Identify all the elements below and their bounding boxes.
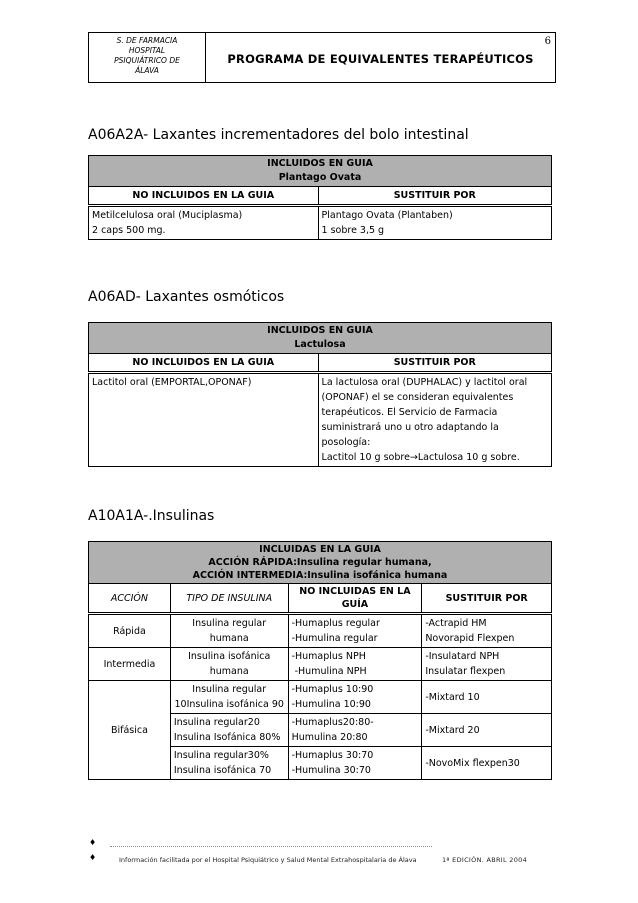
substitute-cell: [318, 373, 551, 467]
cell-line: -Humaplus 10:90: [291, 684, 374, 695]
column-header-not-included: NO INCLUIDAS EN LA GUÍA: [288, 584, 422, 614]
cell-line: -Humaplus 30:70: [291, 750, 374, 761]
equivalents-table-laxantes-osmoticos: [88, 322, 552, 467]
cell-line: Humulina 20:80: [291, 732, 368, 743]
section-title: A06A2A- Laxantes incrementadores del bolo intestinal: [88, 127, 469, 143]
cell-line: Metilcelulosa oral (Muciplasma): [92, 210, 243, 221]
included-intermediate: ACCIÓN INTERMEDIA:Insulina isofánica humana: [192, 570, 448, 581]
included-header: [89, 156, 552, 187]
cell-line: Insulina Isofánica 80%: [173, 732, 281, 743]
cell-line: terapéuticos. El Servicio de Farmacia: [321, 407, 498, 418]
column-header-not-included: NO INCLUIDOS EN LA GUIA: [89, 187, 319, 206]
cell-line: -Actrapid HM: [425, 618, 487, 629]
included-drug: Plantago Ovata: [278, 172, 362, 183]
bullet-icon: ♦: [89, 838, 97, 847]
type-cell: [170, 681, 288, 714]
equivalents-table-laxantes-bolo: [88, 155, 552, 240]
footer-divider: [110, 846, 432, 847]
cell-line: -Humulina 30:70: [291, 765, 371, 776]
cell-line: Insulina regular20: [173, 717, 260, 728]
cell-line: (OPONAF) el se consideran equivalentes: [321, 392, 514, 403]
included-label: INCLUIDAS EN LA GUIA: [259, 544, 381, 555]
cell-line: -Insulatard NPH: [425, 651, 500, 662]
not-included-cell: [288, 648, 422, 681]
not-included-cell: [288, 714, 422, 747]
not-included-cell: [89, 206, 319, 240]
column-header-substitute: SUSTITUIR POR: [318, 187, 551, 206]
not-included-cell: [288, 747, 422, 780]
action-cell: Intermedia: [89, 648, 171, 681]
cell-line: -Humulina regular: [291, 633, 378, 644]
not-included-cell: [288, 681, 422, 714]
cell-line: -Humaplus regular: [291, 618, 380, 629]
cell-line: 1 sobre 3,5 g: [321, 225, 385, 236]
page-number: 6: [544, 36, 551, 47]
document-title: PROGRAMA DE EQUIVALENTES TERAPÉUTICOS: [227, 52, 534, 66]
table-row: [89, 614, 552, 648]
cell-line: -Humulina 10:90: [291, 699, 371, 710]
org-line: ÁLAVA: [135, 66, 159, 75]
included-drug: Lactulosa: [294, 339, 346, 350]
cell-line: -Humulina NPH: [291, 666, 367, 677]
type-cell: [170, 648, 288, 681]
included-header: [89, 323, 552, 354]
included-label: INCLUIDOS EN GUIA: [267, 325, 373, 336]
footer-edition: 1ª EDICIÓN. ABRIL 2004: [442, 856, 528, 864]
substitute-cell: [422, 648, 552, 681]
section-title: A06AD- Laxantes osmóticos: [88, 289, 285, 305]
cell-line: humana: [209, 666, 249, 677]
cell-line: La lactulosa oral (DUPHALAC) y lactitol oral: [321, 377, 528, 388]
cell-line: Novorapid Flexpen: [425, 633, 515, 644]
organization-block: [89, 33, 206, 82]
column-header-substitute: SUSTITUIR POR: [318, 354, 551, 373]
cell-line: Insulina regular30%: [173, 750, 269, 761]
not-included-cell: [288, 614, 422, 648]
cell-line: Insulina regular: [192, 684, 267, 695]
cell-line: Insulatar flexpen: [425, 666, 506, 677]
not-included-cell: Lactitol oral (EMPORTAL,OPONAF): [89, 373, 319, 467]
cell-line: suministrará uno u otro adaptando la: [321, 422, 499, 433]
cell-line: Plantago Ovata (Plantaben): [321, 210, 453, 221]
org-line: PSIQUIÁTRICO DE: [114, 56, 180, 65]
included-header: [89, 542, 552, 584]
org-line: S. DE FARMACIA: [116, 36, 178, 45]
table-row: [89, 648, 552, 681]
substitute-cell: [318, 206, 551, 240]
table-row: [89, 373, 552, 467]
cell-line: 2 caps 500 mg.: [92, 225, 166, 236]
column-header-substitute: SUSTITUIR POR: [422, 584, 552, 614]
type-cell: Insulina regular humana: [170, 614, 288, 648]
equivalents-table-insulinas: [88, 541, 552, 780]
column-header-not-included: NO INCLUIDOS EN LA GUIA: [89, 354, 319, 373]
substitute-cell: -Mixtard 10: [422, 681, 552, 714]
table-row: [89, 206, 552, 240]
type-cell: [170, 714, 288, 747]
table-row: [89, 681, 552, 714]
org-line: HOSPITAL: [128, 46, 166, 55]
included-rapid: ACCIÓN RÁPIDA:Insulina regular humana,: [208, 557, 432, 568]
section-title: A10A1A-.Insulinas: [88, 508, 215, 524]
footer-source: Información facilitada por el Hospital Psiquiátrico y Salud Mental Extrahospitalaria de Álava: [119, 856, 417, 864]
cell-line: 10Insulina isofánica 90: [174, 699, 284, 710]
column-header-type: TIPO DE INSULINA: [170, 584, 288, 614]
type-cell: [170, 747, 288, 780]
substitute-cell: -NovoMix flexpen30: [422, 747, 552, 780]
cell-line: -Humaplus20:80-: [291, 717, 374, 728]
cell-line: Insulina isofánica 70: [173, 765, 272, 776]
page-header: [88, 32, 556, 83]
cell-line: -Humaplus NPH: [291, 651, 366, 662]
substitute-cell: [422, 614, 552, 648]
included-label: INCLUIDOS EN GUIA: [267, 158, 373, 169]
action-cell: Bifásica: [89, 681, 171, 780]
column-header-action: ACCIÓN: [89, 584, 171, 614]
substitute-cell: -Mixtard 20: [422, 714, 552, 747]
action-cell: Rápida: [89, 614, 171, 648]
cell-line: Lactitol 10 g sobre→Lactulosa 10 g sobre.: [321, 452, 520, 463]
cell-line: posología:: [321, 437, 371, 448]
cell-line: Insulina isofánica: [188, 651, 271, 662]
bullet-icon: ♦: [89, 853, 97, 862]
